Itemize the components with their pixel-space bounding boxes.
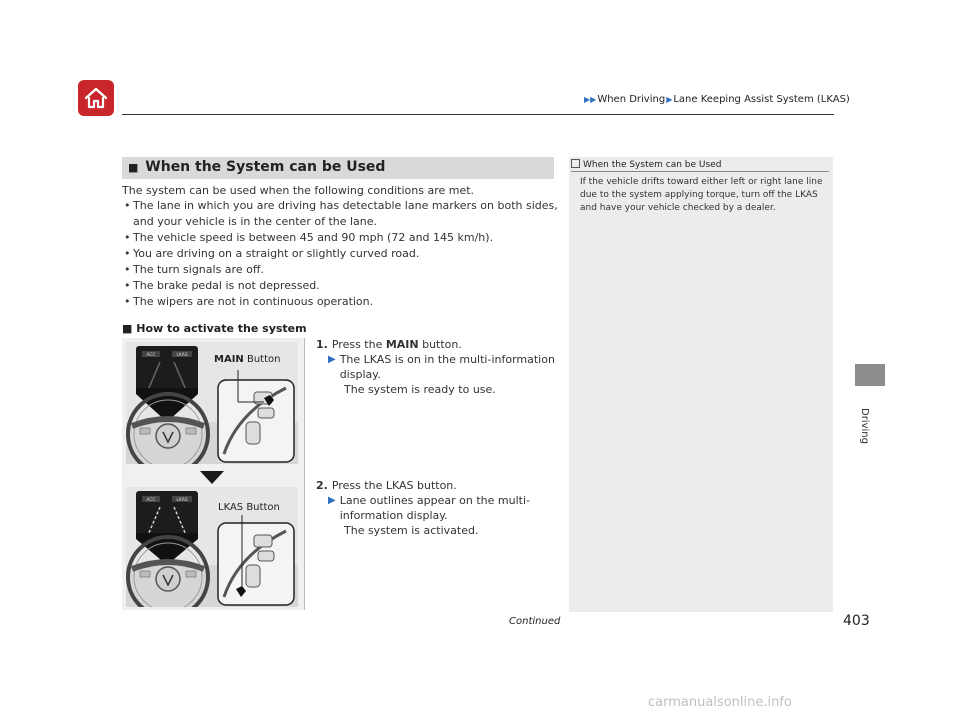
result-arrow-icon: ▶ [328,495,336,506]
subsection-marker-icon: ■ [122,322,133,335]
continued-label: Continued [509,616,561,627]
list-item: • You are driving on a straight or slightly curved road. [122,246,562,262]
breadcrumb-separator-icon: ▶ [666,95,673,104]
chapter-tab-label: Driving [859,408,870,444]
breadcrumb [583,94,850,105]
svg-text:LKAS: LKAS [176,353,188,358]
step-1: 1. Press the MAIN button. ▶ The LKAS is on in the multi-information display. The system is ready to use. [316,338,555,396]
note-divider [571,171,829,172]
watermark-text: carmanualsonline.info [648,695,792,710]
lkas-button-callout: LKAS Button [218,502,280,513]
list-item: • The turn signals are off. [122,262,562,278]
breadcrumb-link-when-driving[interactable]: When Driving [597,94,666,105]
breadcrumb-arrow-icon: ▶▶ [584,95,597,104]
subsection-title: ■ How to activate the system [122,322,307,335]
list-item: • The brake pedal is not depressed. [122,278,562,294]
svg-text:ACC: ACC [146,498,156,503]
note-panel [569,157,833,612]
section-marker-icon: ■ [128,161,139,174]
header-divider [122,114,834,115]
arrow-down-icon [200,471,224,484]
result-arrow-icon: ▶ [328,354,336,365]
page-number: 403 [843,613,870,629]
main-button-callout: MAIN Button [214,354,281,365]
svg-text:ACC: ACC [146,353,156,358]
section-title: ■ When the System can be Used [128,159,386,175]
note-icon [571,159,580,168]
chapter-tab[interactable] [855,364,885,386]
list-item: • The wipers are not in continuous operation. [122,294,562,310]
figure-divider [304,338,305,610]
intro-text: The system can be used when the following conditions are met. [122,184,475,197]
list-item: • The lane in which you are driving has detectable lane markers on both sides, and your vehicle is in the center of the lane. [122,198,562,230]
note-text: If the vehicle drifts toward either left or right lane line due to the system applying torque, turn off the LKAS and have your vehicle checked by a dealer. [580,177,823,213]
home-icon[interactable] [78,80,114,116]
list-item: • The vehicle speed is between 45 and 90 mph (72 and 145 km/h). [122,230,562,246]
svg-text:LKAS: LKAS [176,498,188,503]
step-2: 2. Press the LKAS button. ▶ Lane outlines appear on the multi-information display. The system is activated. [316,479,530,537]
note-title: When the System can be Used [571,159,721,170]
breadcrumb-current: Lane Keeping Assist System (LKAS) [673,94,850,105]
conditions-list [122,198,562,310]
